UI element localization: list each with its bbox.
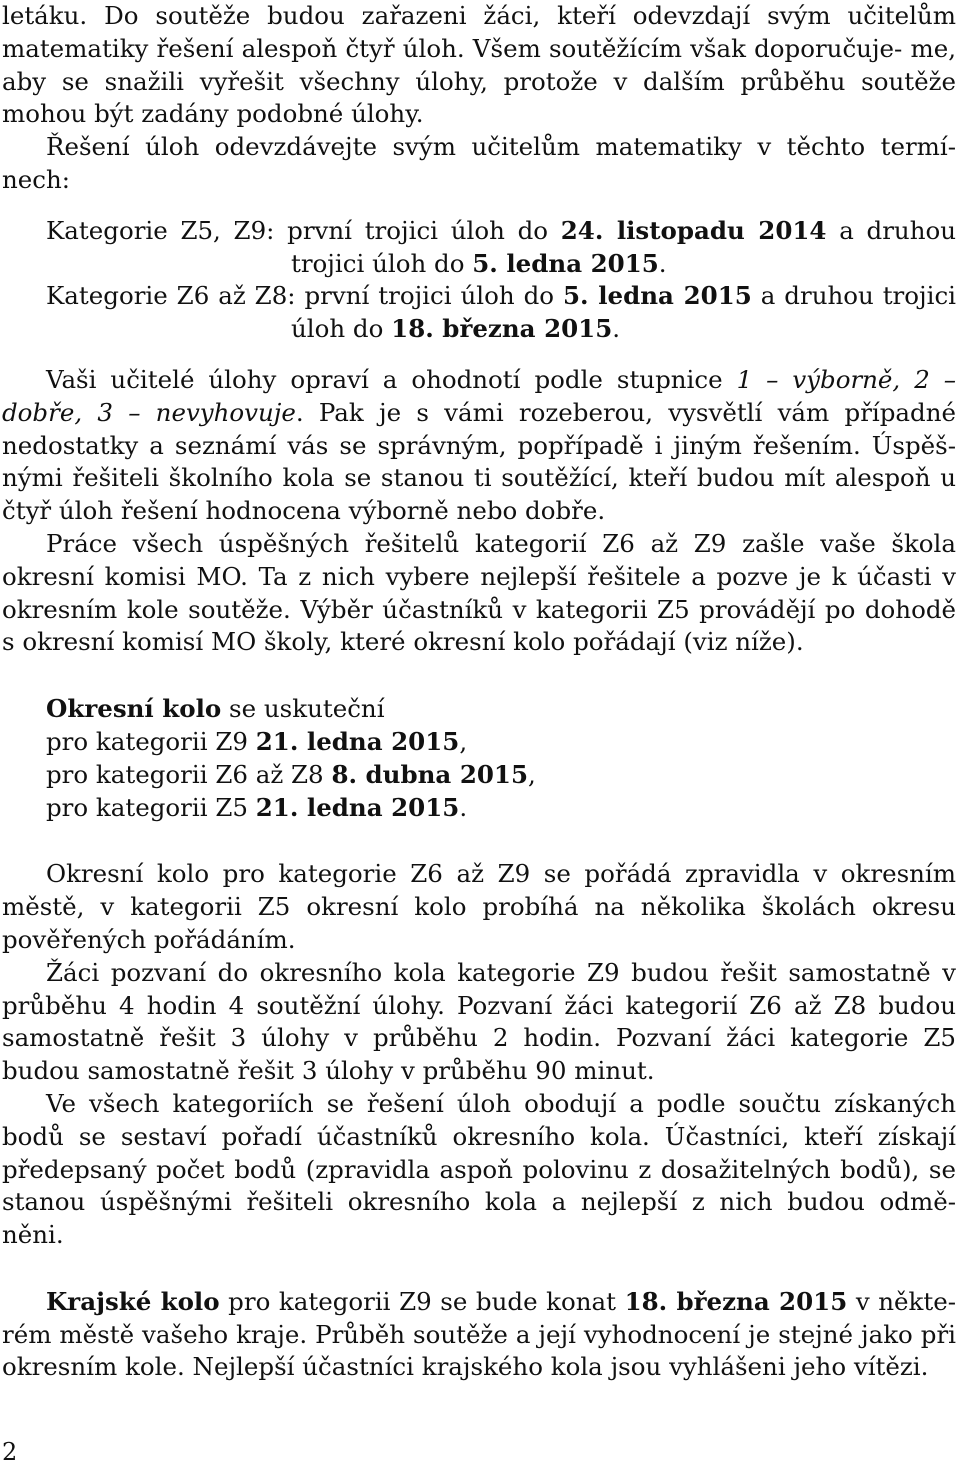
deadline-label: Kategorie Z6 až Z8: (46, 281, 296, 311)
regional-text: v někte- rém městě vašeho kraje. Průběh soutěže a její vyhodnocení je stejné jako při okresním kole. Nejlepší účastníci krajského kola jsou vyhlášeni jeho vítězi. (2, 1286, 956, 1382)
district-paragraph-3 (2, 1088, 956, 1252)
deadline-text: první trojici úloh do (295, 281, 563, 311)
page-number: 2 (2, 1438, 18, 1466)
district-heading-bold: Okresní kolo (46, 694, 222, 724)
grading-text: . Pak je s vámi rozeberou, vysvětlí vám případné nedostatky a seznámí vás se správným, popřípadě i jiným řešením. Úspěš- nými řešiteli školního kola se stanou ti soutěžící, kteří budou mít alespoň u čtyř úloh řešení hodnocena výborně nebo dobře. (2, 397, 956, 526)
row-date: 21. ledna 2015 (255, 726, 460, 756)
district-heading (46, 693, 956, 726)
row-text: pro kategorii Z6 až Z8 (46, 759, 332, 789)
district-heading-text: se uskuteční (221, 694, 385, 724)
district-text-3: Ve všech kategoriích se řešení úloh obodují a podle součtu získaných bodů se sestaví pořadí účastníků okresního kola. Účastníci, kteří získají předepsaný počet bodů (zpravidla aspoň polovinu z dosažitelných bodů), se stanou úspěšnými řešiteli okresního kola a nejlepší z nich budou odmě- něni. (2, 1088, 956, 1250)
deadlines-intro (2, 131, 956, 197)
deadline-date: 5. ledna 2015 (472, 248, 659, 278)
regional-heading-bold: Krajské kolo (46, 1286, 220, 1316)
grading-text: Vaši učitelé úlohy opraví a ohodnotí podle stupnice (46, 364, 737, 394)
district-row-z6-z8 (46, 759, 956, 792)
row-date: 8. dubna 2015 (331, 759, 529, 789)
row-end: , (528, 759, 536, 789)
deadline-item-z5-z9 (46, 215, 956, 281)
deadline-text: . (612, 314, 621, 344)
deadline-date: 18. března 2015 (391, 314, 613, 344)
row-date: 21. ledna 2015 (255, 792, 460, 822)
district-text-1: Okresní kolo pro kategorie Z6 až Z9 se pořádá zpravidla v okresním městě, v kategorii Z5 okresní kolo probíhá na několika školách okresu pověřených pořádáním. (2, 859, 956, 954)
deadline-date: 5. ledna 2015 (562, 281, 752, 311)
deadlines-intro-text: Řešení úloh odevzdávejte svým učitelům matematiky v těchto termí- nech: (2, 132, 956, 194)
deadline-list (2, 215, 956, 346)
regional-date: 18. března 2015 (624, 1286, 848, 1316)
deadline-label: Kategorie Z5, Z9: (46, 215, 275, 245)
district-paragraph-2 (2, 957, 956, 1088)
forwarding-paragraph (2, 528, 956, 659)
row-text: pro kategorii Z5 (46, 792, 256, 822)
district-schedule (2, 693, 956, 824)
deadline-text: . (658, 248, 667, 278)
district-text-2: Žáci pozvaní do okresního kola kategorie Z9 budou řešit samostatně v průběhu 4 hodin 4 soutěžní úlohy. Pozvaní žáci kategorií Z6 až Z8 budou samostatně řešit 3 úlohy v průběhu 2 hodin. Pozvaní žáci kategorie Z5 budou samostatně řešit 3 úlohy v průběhu 90 minut. (2, 957, 956, 1086)
deadline-text: první trojici úloh do (274, 215, 561, 245)
deadline-text: a druhou trojici úloh do (291, 281, 957, 344)
document-page (2, 0, 956, 1469)
district-row-z9 (46, 726, 956, 759)
row-text: pro kategorii Z9 (46, 726, 256, 756)
row-end: . (459, 792, 468, 822)
district-row-z5 (46, 792, 956, 825)
district-paragraph-1 (2, 858, 956, 956)
regional-paragraph (2, 1286, 956, 1384)
row-end: , (459, 726, 468, 756)
grading-scale: 1 – výborně, 2 – dobře, 3 – nevyhovuje (2, 364, 956, 427)
deadline-date: 24. listopadu 2014 (560, 215, 827, 245)
forwarding-text: Práce všech úspěšných řešitelů kategorií Z6 až Z9 zašle vaše škola okresní komisi MO. Ta z nich vybere nejlepší řešitele a pozve je k účasti v okresním kole soutěže. Výběr účastníků v kategorii Z5 provádějí po dohodě s okresní komisí MO školy, které okresní kolo pořádají (viz níže). (2, 528, 956, 657)
grading-paragraph (2, 364, 956, 528)
regional-text: pro kategorii Z9 se bude konat (219, 1286, 625, 1316)
deadline-text: a druhou trojici úloh do (291, 215, 957, 278)
intro-text: letáku. Do soutěže budou zařazeni žáci, kteří odevzdají svým učitelům matematiky řešení alespoň čtyř úloh. Všem soutěžícím však doporučuje- me, aby se snažili vyřešit všechny úlohy, protože v dalším průběhu soutěže mohou být zadány podobné úlohy. (2, 1, 956, 129)
deadline-item-z6-z8 (46, 280, 956, 346)
intro-paragraph (2, 0, 956, 131)
